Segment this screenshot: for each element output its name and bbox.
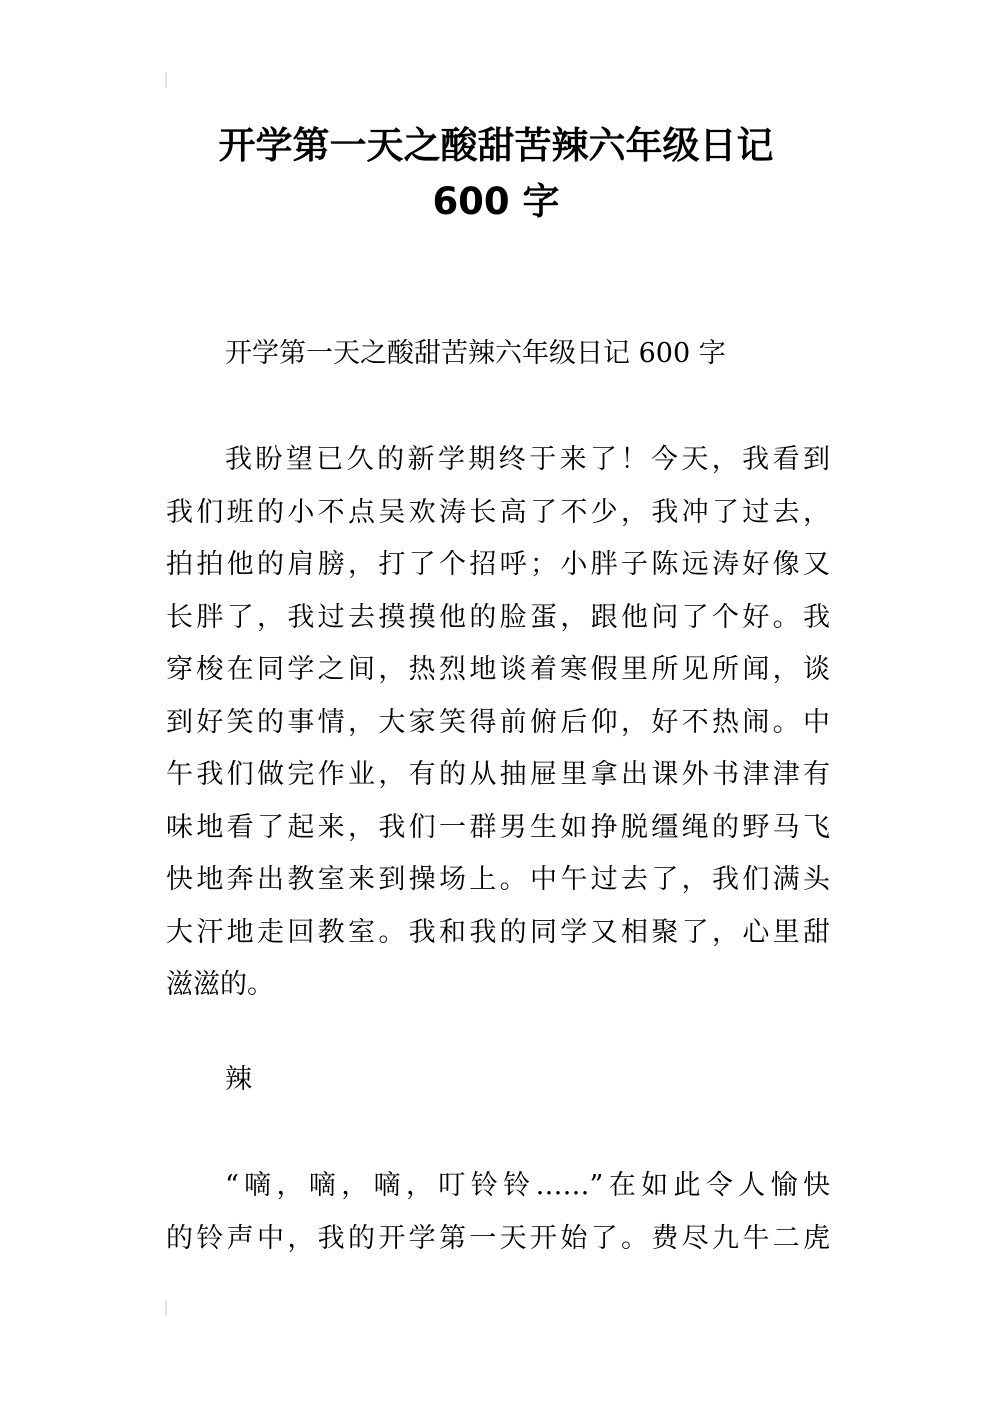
paragraph-line: 到好笑的事情，大家笑得前俯后仰，好不热闹。中 — [166, 706, 830, 738]
document-subtitle: 开学第一天之酸甜苦辣六年级日记 600 字 — [225, 338, 726, 369]
paragraph-line: 我盼望已久的新学期终于来了！今天，我看到 — [225, 444, 830, 475]
page-corner-mark-top — [165, 72, 167, 88]
paragraph-line: 大汗地走回教室。我和我的同学又相聚了，心里甜 — [166, 916, 830, 948]
paragraph-line: 午我们做完作业，有的从抽屉里拿出课外书津津有 — [166, 759, 830, 790]
title-line-1: 开学第一天之酸甜苦辣六年级日记 — [218, 124, 774, 167]
paragraph-line: 滋滋的。 — [166, 969, 274, 1000]
document-title — [0, 118, 992, 230]
paragraph-line: 长胖了，我过去摸摸他的脸蛋，跟他问了个好。我 — [166, 601, 830, 633]
paragraph-line: 的铃声中，我的开学第一天开始了。费尽九牛二虎 — [166, 1222, 830, 1254]
paragraph-line: 穿梭在同学之间，热烈地谈着寒假里所见所闻，谈 — [166, 654, 830, 685]
paragraph-1 — [166, 434, 830, 1012]
paragraph-line: “嘀，嘀，嘀，叮铃铃……”在如此令人愉快 — [225, 1170, 830, 1201]
title-line-2: 600 字 — [432, 180, 560, 223]
page-corner-mark-bottom — [165, 1300, 167, 1316]
paragraph-line: 拍拍他的肩膀，打了个招呼；小胖子陈远涛好像又 — [166, 549, 830, 580]
paragraph-line: 我们班的小不点吴欢涛长高了不少，我冲了过去， — [166, 496, 830, 528]
paragraph-line: 快地奔出教室来到操场上。中午过去了，我们满头 — [166, 864, 830, 895]
paragraph-line: 味地看了起来，我们一群男生如挣脱缰绳的野马飞 — [166, 811, 830, 843]
section-heading: 辣 — [225, 1064, 252, 1095]
paragraph-2 — [166, 1160, 830, 1265]
